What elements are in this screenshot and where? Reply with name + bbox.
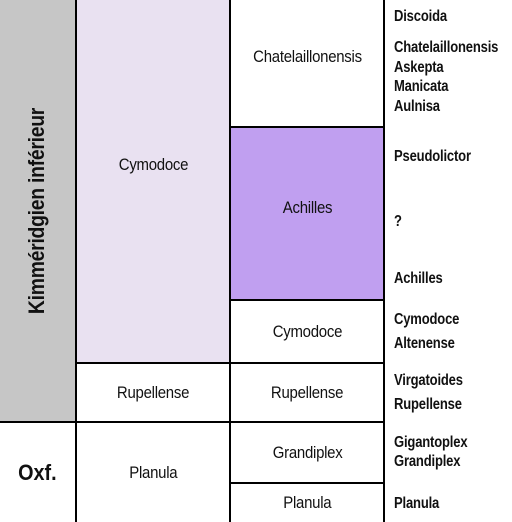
horizon-aulnisa: Aulnisa xyxy=(394,98,440,115)
divider-cymodoce-rupellense-zone xyxy=(75,362,384,364)
horizon-grandiplex: Grandiplex xyxy=(394,453,461,470)
horizon-gigantoplex: Gigantoplex xyxy=(394,434,468,451)
horizon-unknown: ? xyxy=(394,213,402,230)
divider-stage-zone xyxy=(75,0,77,522)
subzone-cymodoce-label: Cymodoce xyxy=(272,322,343,341)
divider-achilles-cymodoce xyxy=(229,299,384,301)
zone-planula-cell xyxy=(77,423,230,522)
horizon-planula: Planula xyxy=(394,495,440,512)
divider-grandiplex-planula xyxy=(229,482,384,484)
subzone-rupellense-label: Rupellense xyxy=(271,383,344,402)
zone-planula-label: Planula xyxy=(129,462,178,482)
subzone-grandiplex-cell xyxy=(231,423,384,482)
stage-kimmeridgien-cell xyxy=(0,0,75,422)
divider-subzone-horizon xyxy=(383,0,385,522)
horizon-virgatoides: Virgatoides xyxy=(394,372,463,389)
horizon-rupellense: Rupellense xyxy=(394,396,462,413)
horizon-chatelaillonensis: Chatelaillonensis xyxy=(394,39,499,56)
subzone-planula-label: Planula xyxy=(283,493,332,512)
horizon-altenense: Altenense xyxy=(394,335,455,352)
horizon-cymodoce: Cymodoce xyxy=(394,311,460,328)
stage-oxfordien-label: Oxf. xyxy=(18,459,57,485)
horizon-askepta: Askepta xyxy=(394,59,444,76)
subzone-achilles-cell xyxy=(231,128,384,300)
divider-chatelaillonensis-achilles xyxy=(229,126,384,128)
zone-rupellense-label: Rupellense xyxy=(117,383,190,402)
horizon-manicata: Manicata xyxy=(394,78,449,95)
horizon-achilles: Achilles xyxy=(394,270,443,287)
subzone-cymodoce-cell xyxy=(231,301,384,363)
subzone-chatelaillonensis-cell xyxy=(231,0,384,127)
stage-oxfordien-cell xyxy=(0,423,75,522)
stage-kimmeridgien-label: Kimméridgien inférieur xyxy=(24,107,50,315)
zone-cymodoce-cell xyxy=(77,0,230,363)
subzone-chatelaillonensis-label: Chatelaillonensis xyxy=(253,47,362,66)
subzone-planula-cell xyxy=(231,484,384,522)
zone-cymodoce-label: Cymodoce xyxy=(118,155,189,174)
zone-rupellense-cell xyxy=(77,364,230,422)
horizon-pseudolictor: Pseudolictor xyxy=(394,148,471,165)
divider-kimmeridgien-oxf xyxy=(0,421,384,423)
subzone-rupellense-cell xyxy=(231,364,384,422)
horizon-discoida: Discoida xyxy=(394,8,447,25)
divider-zone-subzone xyxy=(229,0,231,522)
subzone-grandiplex-label: Grandiplex xyxy=(272,442,343,462)
subzone-achilles-label: Achilles xyxy=(282,198,333,217)
